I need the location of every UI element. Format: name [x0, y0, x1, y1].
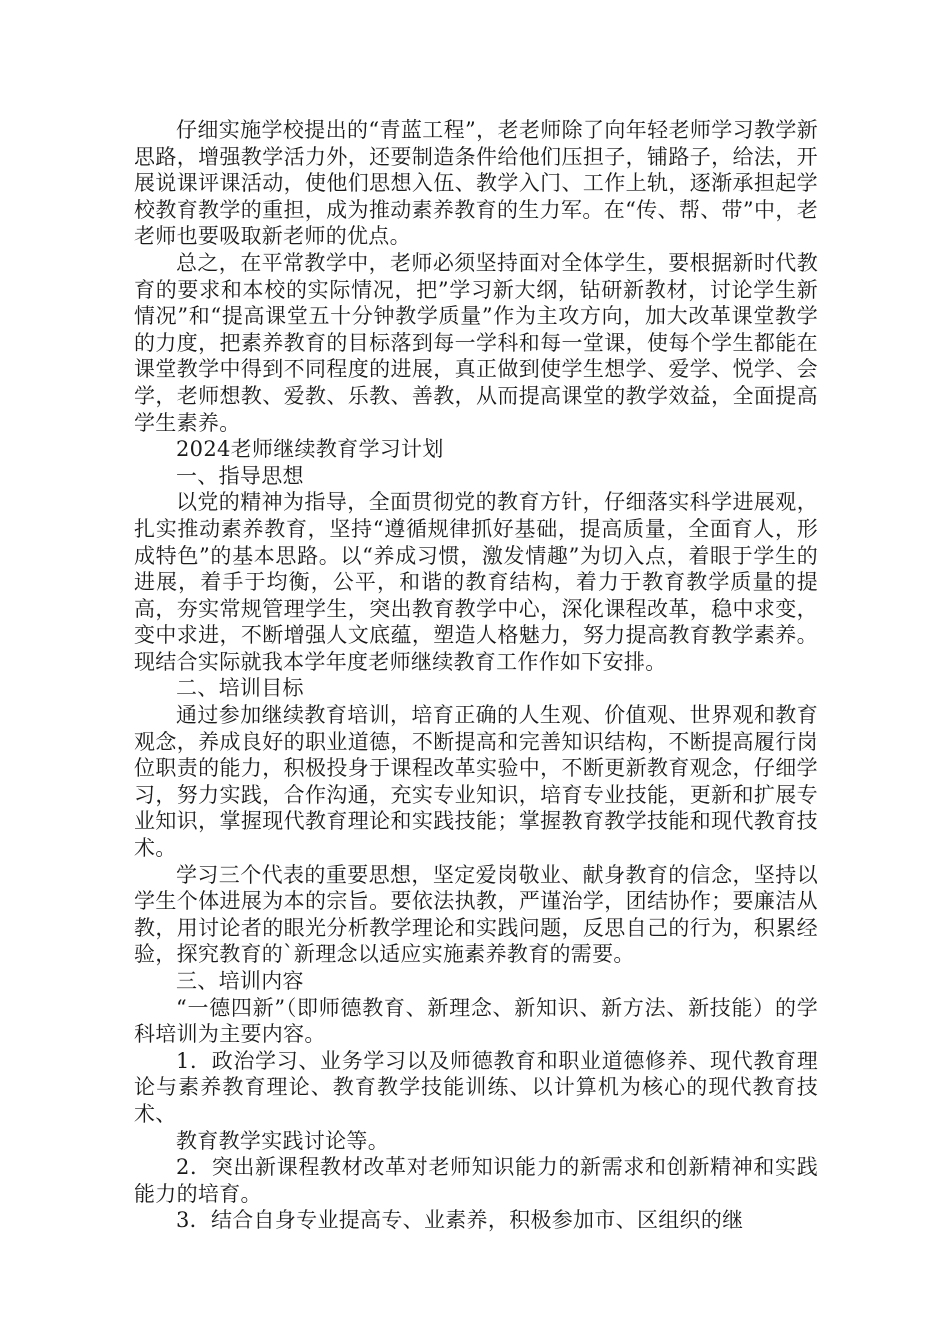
paragraph: 以党的精神为指导，全面贯彻党的教育方针，仔细落实科学进展观，扎实推动素养教育，坚持“遵循规律抓好基础，提高质量，全面育人，形成特色”的基本思路。以“养成习惯，激发情趣”为切入点，着眼于学生的进展，着手于均衡，公平，和谐的教育结构，着力于教育教学质量的提高，夯实常规管理学生，突出教育教学中心，深化课程改革，稳中求变，变中求进，不断增强人文底蕴，塑造人格魅力，努力提高教育教学素养。现结合实际就我本学年度老师继续教育工作作如下安排。 — [134, 490, 818, 674]
paragraph: 总之，在平常教学中，老师必须坚持面对全体学生，要根据新时代教育的要求和本校的实际情况，把”学习新大纲，钻研新教材，讨论学生新情况”和“提高课堂五十分钟教学质量”作为主攻方向，加大改革课堂教学的力度，把素养教育的目标落到每一学科和每一堂课，使每个学生都能在课堂教学中得到不同程度的进展，真正做到使学生想学、爱学、悦学、会学，老师想教、爱教、乐教、善教，从而提高课堂的教学效益，全面提高学生素养。 — [134, 250, 818, 435]
paragraph: 通过参加继续教育培训，培育正确的人生观、价值观、世界观和教育观念，养成良好的职业道德，不断提高和完善知识结构，不断提高履行岗位职责的能力，积极投身于课程改革实验中，不断更新教育观念，仔细学习，努力实践，合作沟通，充实专业知识，培育专业技能，更新和扩展专业知识，掌握现代教育理论和实践技能；掌握教育教学技能和现代教育技术。 — [134, 703, 818, 861]
list-item: 2．突出新课程教材改革对老师知识能力的新需求和创新精神和实践能力的培育。 — [134, 1155, 818, 1206]
list-item: 3．结合自身专业提高专、业素养，积极参加市、区组织的继 — [176, 1208, 744, 1233]
paragraph: “一德四新”（即师德教育、新理念、新知识、新方法、新技能）的学科培训为主要内容。 — [134, 995, 818, 1047]
list-item-continuation: 教育教学实践讨论等。 — [176, 1128, 389, 1153]
section-heading: 三、培训内容 — [176, 969, 304, 993]
paragraph: 仔细实施学校提出的“青蓝工程”，老老师除了向年轻老师学习教学新思路，增强教学活力外，还要制造条件给他们压担子，铺路子，给法，开展说课评课活动，使他们思想入伍、教学入门、工作上轨，逐渐承担起学校教育教学的重担，成为推动素养教育的生力军。在“传、帮、带”中，老老师也要吸取新老师的优点。 — [134, 118, 818, 249]
document-title: 2024老师继续教育学习计划 — [176, 437, 444, 462]
section-heading: 一、指导思想 — [176, 463, 304, 488]
section-heading: 二、培训目标 — [176, 676, 304, 701]
paragraph: 学习三个代表的重要思想，坚定爱岗敬业、献身教育的信念，坚持以学生个体进展为本的宗旨。要依法执教，严谨治学，团结协作；要廉洁从教，用讨论者的眼光分析教学理论和实践问题，反思自己的行为，积累经验，探究教育的`新理念以适应实施素养教育的需要。 — [134, 862, 818, 967]
document-page — [134, 117, 818, 1234]
list-item: 1．政治学习、业务学习以及师德教育和职业道德修养、现代教育理论与素养教育理论、教育教学技能训练、以计算机为核心的现代教育技术、 — [134, 1048, 818, 1126]
